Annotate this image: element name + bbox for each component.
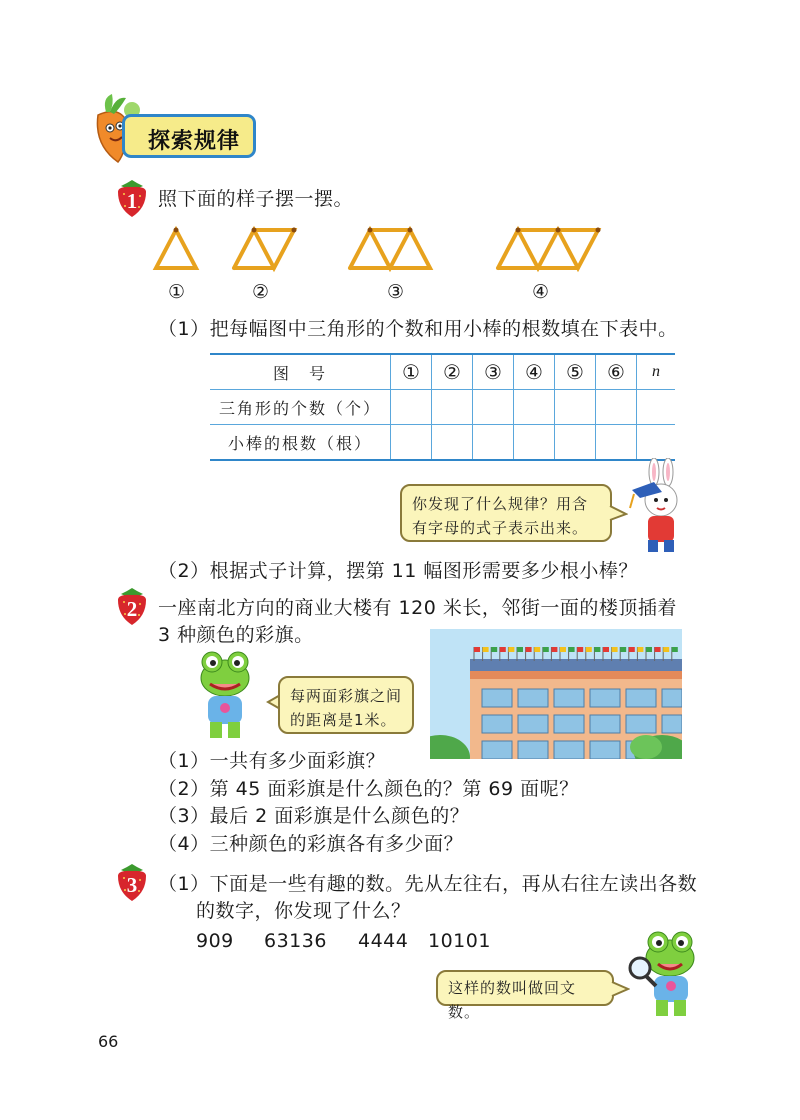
table-row-label: 小棒的根数（根） — [210, 425, 391, 461]
section-title: 探索规律 — [148, 129, 241, 154]
hint-bubble-1-line2: 有字母的式子表示出来。 — [412, 519, 589, 537]
rooftop-flag — [620, 647, 626, 652]
rooftop-flag — [612, 647, 618, 652]
problem-2-question-2: （2）第 45 面彩旗是什么颜色的？第 69 面呢？ — [158, 778, 579, 800]
rooftop-flag — [500, 647, 506, 652]
table-row-label: 三角形的个数（个） — [210, 390, 391, 425]
frog-with-magnifier-icon — [626, 928, 702, 1020]
table-col-5: ⑤ — [555, 354, 596, 390]
table-row — [210, 425, 675, 461]
rooftop-flag — [569, 647, 575, 652]
rooftop-flag — [508, 647, 514, 652]
problem-1-badge — [115, 178, 149, 218]
problem-2-badge — [115, 586, 149, 626]
table-header-label: 图 号 — [210, 354, 391, 390]
problem-1-question-2: （2）根据式子计算，摆第 11 幅图形需要多少根小棒？ — [158, 560, 638, 582]
problem-2-line-2: 3 种颜色的彩旗。 — [158, 624, 314, 646]
rooftop-flag — [594, 647, 600, 652]
rooftop-flag — [655, 647, 661, 652]
hint-bubble-1 — [400, 484, 612, 542]
problem-2-question-3: （3）最后 2 面彩旗是什么颜色的？ — [158, 805, 470, 827]
problem-2-line-1: 一座南北方向的商业大楼有 120 米长，邻街一面的楼顶插着 — [158, 597, 677, 619]
table-col-1: ① — [391, 354, 432, 390]
hint-bubble-2-line2: 的距离是1米。 — [290, 711, 397, 729]
problem-3-line-2: 的数字，你发现了什么？ — [196, 900, 411, 922]
table-cell[interactable] — [514, 425, 555, 461]
table-cell[interactable] — [514, 390, 555, 425]
rooftop-flag — [551, 647, 557, 652]
hint-bubble-2-line1: 每两面彩旗之间 — [290, 687, 403, 705]
rooftop-flag — [491, 647, 497, 652]
table-cell[interactable] — [637, 425, 676, 461]
rooftop-flag — [526, 647, 532, 652]
rooftop-flag — [603, 647, 609, 652]
rooftop-flag — [672, 647, 678, 652]
hint-bubble-2 — [278, 676, 414, 734]
table-col-2: ② — [432, 354, 473, 390]
rooftop-flag — [637, 647, 643, 652]
rooftop-flag — [483, 647, 489, 652]
table-cell[interactable] — [391, 425, 432, 461]
rooftop-flag — [663, 647, 669, 652]
table-cell[interactable] — [637, 390, 676, 425]
matchstick-figures — [150, 222, 630, 274]
problem-1-number: 1 — [126, 189, 138, 213]
rooftop-flag — [646, 647, 652, 652]
palindrome-number-4: 10101 — [428, 930, 491, 952]
rooftop-flag — [474, 647, 480, 652]
figure-label-2: ② — [252, 281, 270, 303]
rooftop-flag — [534, 647, 540, 652]
rooftop-flag — [543, 647, 549, 652]
rooftop-flag — [629, 647, 635, 652]
table-cell[interactable] — [391, 390, 432, 425]
problem-3-line-1: （1）下面是一些有趣的数。先从左往右，再从右往左读出各数 — [158, 873, 698, 895]
table-cell[interactable] — [596, 390, 637, 425]
table-col-6: ⑥ — [596, 354, 637, 390]
table-cell[interactable] — [473, 425, 514, 461]
table-cell[interactable] — [473, 390, 514, 425]
table-header-row — [210, 354, 675, 390]
hint-bubble-1-line1: 你发现了什么规律？用含 — [412, 495, 589, 513]
table-cell[interactable] — [596, 425, 637, 461]
table-cell[interactable] — [555, 390, 596, 425]
rooftop-flag — [586, 647, 592, 652]
table-cell[interactable] — [555, 425, 596, 461]
problem-2-question-4: （4）三种颜色的彩旗各有多少面？ — [158, 833, 464, 855]
building-illustration — [430, 629, 682, 759]
frog-mascot-icon — [190, 648, 260, 744]
figure-label-1: ① — [168, 281, 186, 303]
hint-bubble-3 — [436, 970, 614, 1021]
table-row — [210, 390, 675, 425]
problem-2-question-1: （1）一共有多少面彩旗？ — [158, 750, 386, 772]
rabbit-mascot-icon — [624, 458, 694, 558]
palindrome-number-3: 4444 — [358, 930, 409, 952]
problem-3-badge — [115, 862, 149, 902]
page-number: 66 — [98, 1032, 119, 1051]
rooftop-flag — [560, 647, 566, 652]
rooftop-flag — [577, 647, 583, 652]
problem-2-number: 2 — [126, 597, 138, 621]
problem-3-number: 3 — [126, 873, 138, 897]
figure-label-4: ④ — [532, 281, 550, 303]
data-table — [210, 353, 675, 461]
table-col-4: ④ — [514, 354, 555, 390]
figure-label-3: ③ — [387, 281, 405, 303]
table-cell[interactable] — [432, 390, 473, 425]
palindrome-number-2: 63136 — [264, 930, 327, 952]
table-col-3: ③ — [473, 354, 514, 390]
table-col-n: n — [637, 354, 676, 390]
table-cell[interactable] — [432, 425, 473, 461]
palindrome-number-1: 909 — [196, 930, 234, 952]
problem-1-prompt: 照下面的样子摆一摆。 — [158, 188, 354, 210]
problem-1-question-1: （1）把每幅图中三角形的个数和用小棒的根数填在下表中。 — [158, 318, 678, 340]
hint-bubble-3-text: 这样的数叫做回文数。 — [448, 979, 577, 1021]
rooftop-flag — [517, 647, 523, 652]
